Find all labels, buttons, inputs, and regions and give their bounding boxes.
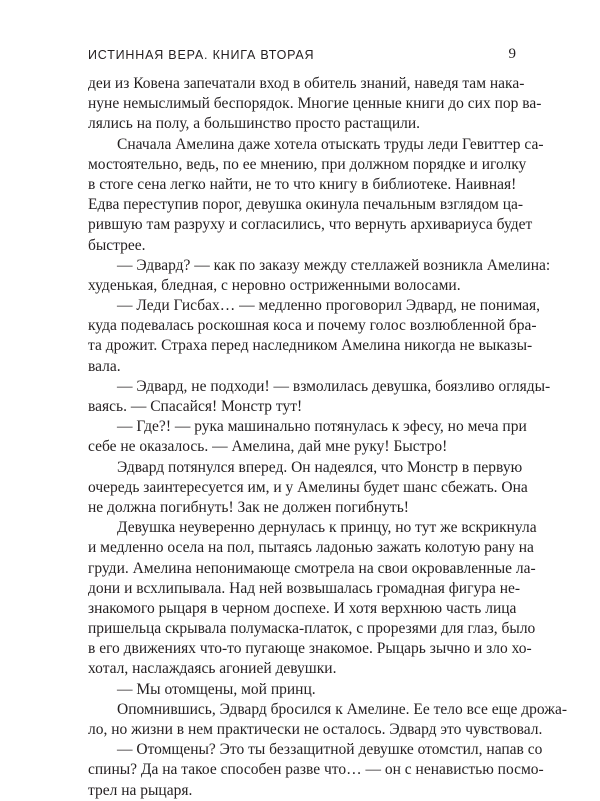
text-line: ло, но жизни в нем практически не осталось. Эдвард это чувствовал. <box>88 721 543 738</box>
text-line: пришельца скрывала полумаска-платок, с прорезями для глаз, было <box>88 620 536 638</box>
text-line: мостоятельно, ведь, по ее мнению, при должном порядке и иголку <box>88 155 527 173</box>
text-line: спины? Да на такое способен разве что… — он с ненавистью посмо- <box>88 761 544 779</box>
text-line: нуне немыслимый беспорядок. Многие ценные книги до сих пор ва- <box>88 95 542 113</box>
text-line: та дрожит. Страха перед наследником Амелина никогда не выказы- <box>88 337 533 355</box>
text-line: деи из Ковена запечатали вход в обитель знаний, наведя там нака- <box>88 75 525 92</box>
running-title: ИСТИННАЯ ВЕРА. КНИГА ВТОРАЯ <box>88 48 315 62</box>
text-line: лялись на полу, а большинство просто растащили. <box>88 115 421 133</box>
text-line: — Мы отомщены, мой принц. <box>117 680 316 698</box>
text-line: Едва переступив порог, девушка окинула печальным взглядом ца- <box>88 196 524 214</box>
text-line: груди. Амелина непонимающе смотрела на свои окровавленные ла- <box>88 559 536 577</box>
running-header <box>88 46 516 68</box>
text-line: — Леди Гисбах… — медленно проговорил Эдвард, не понимая, <box>117 297 541 315</box>
text-line: себе не оказалось. — Амелина, дай мне руку! Быстро! <box>88 438 448 456</box>
text-line: Сначала Амелина даже хотела отыскать труды леди Гевиттер са- <box>117 135 544 153</box>
text-line: куда подевалась роскошная коса и почему голос возлюбленной бра- <box>88 317 537 335</box>
text-line: — Где?! — рука машинально потянулась к эфесу, но меча при <box>117 418 527 436</box>
text-line: — Отомщены? Это ты беззащитной девушке отомстил, напав со <box>117 741 543 759</box>
page-number: 9 <box>508 46 516 62</box>
text-line: быстрее. <box>88 236 146 254</box>
text-line: в стоге сена легко найти, не то что книгу в библиотеке. Наивная! <box>88 175 517 193</box>
text-line: трел на рыцаря. <box>88 781 193 799</box>
text-line: Опомнившись, Эдвард бросился к Амелине. Ее тело все еще дрожа- <box>117 700 568 718</box>
text-line: Эдвард потянулся вперед. Он надеялся, что Монстр в первую <box>117 458 523 476</box>
text-line: вала. <box>88 357 121 375</box>
text-line: — Эдвард? — как по заказу между стеллажей возникла Амелина: <box>117 256 551 274</box>
text-line: худенькая, бледная, с неровно остриженными волосами. <box>88 276 461 294</box>
body-text <box>88 74 568 801</box>
text-line: — Эдвард, не подходи! — взмолилась девушка, боязливо огляды- <box>117 377 551 395</box>
text-line: и медленно осела на пол, пытаясь ладонью зажать колотую рану на <box>88 539 534 557</box>
text-line: дони и всхлипывала. Над ней возвышалась громадная фигура не- <box>88 579 521 597</box>
text-line: Девушка неуверенно дернулась к принцу, но тут же вскрикнула <box>117 519 537 537</box>
text-line: не должна погибнуть! Зак не должен погибнуть! <box>88 498 409 516</box>
text-line: в его движениях что-то пугающе знакомое. Рыцарь зычно и зло хо- <box>88 640 532 658</box>
text-line: хотал, наслаждаясь агонией девушки. <box>88 660 337 678</box>
text-line: ваясь. — Спасайся! Монстр тут! <box>88 398 303 415</box>
text-line: знакомого рыцаря в черном доспехе. И хотя верхнюю часть лица <box>88 599 517 617</box>
text-line: очередь заинтересуется им, и у Амелины будет шанс сбежать. Она <box>88 478 528 496</box>
text-line: рившую там разруху и согласились, что вернуть архивариуса будет <box>88 216 533 234</box>
